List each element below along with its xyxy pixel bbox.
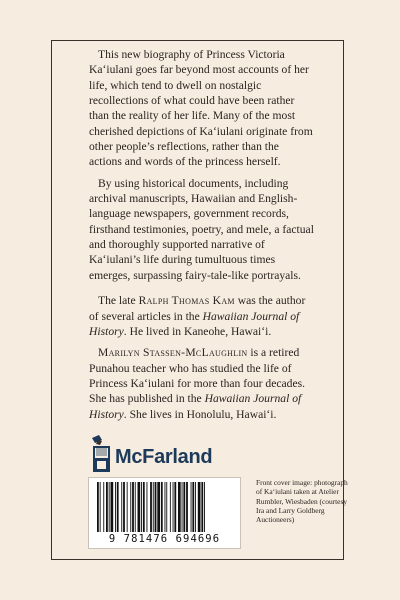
cover-image-credit: Front cover image: photograph of Kaʻiulani taken at Atelier Rumbler, Wiesbaden (courtesy Ira and Larry Goldberg Auctioneers) — [256, 478, 348, 525]
isbn-barcode — [88, 477, 241, 549]
journal-title: Hawaiian Journal of History — [89, 392, 302, 421]
description-paragraph-1: This new biography of Princess Victoria Kaʻiulani goes far beyond most accounts of her life, which tend to dwell on nostalgic recollections of what could have been rather than the reality of her life. Many of the most cherished depictions of Kaʻiulani originate from other people’s reflections, rather than the actions and words of the princess herself. — [89, 48, 313, 169]
author-name-kam: Ralph Thomas Kam — [138, 294, 235, 308]
barcode-bars — [95, 482, 236, 532]
author-bio-stassen-mclaughlin: Marilyn Stassen-McLaughlin is a retired Punahou teacher who has studied the life of Princess Kaʻiulani for more than four decades. She has published in the Hawaiian Journal of History. She lives in Honolulu, Hawaiʻi. — [89, 346, 306, 421]
author-name-stassen-mclaughlin: Marilyn Stassen-McLaughlin — [98, 346, 248, 360]
publisher-logo — [89, 434, 239, 474]
book-description — [89, 47, 314, 428]
mcfarland-logo-icon — [89, 434, 115, 474]
isbn-number: 9 781476 694696 — [108, 533, 221, 545]
author-bio-kam: The late Ralph Thomas Kam was the author of several articles in the Hawaiian Journal of History. He lived in Kaneohe, Hawaiʻi. — [89, 294, 306, 338]
journal-title: Hawaiian Journal of History — [89, 309, 300, 338]
publisher-name: McFarland — [115, 446, 213, 468]
description-paragraph-2: By using historical documents, including archival manuscripts, Hawaiian and English-language newspapers, government records, firsthand testimonies, poetry, and mele, a factual and thoroughly supported narrative of Kaʻiulani’s life during tumultuous times emerges, surpassing fairy-tale-like portrayals. — [89, 176, 314, 282]
